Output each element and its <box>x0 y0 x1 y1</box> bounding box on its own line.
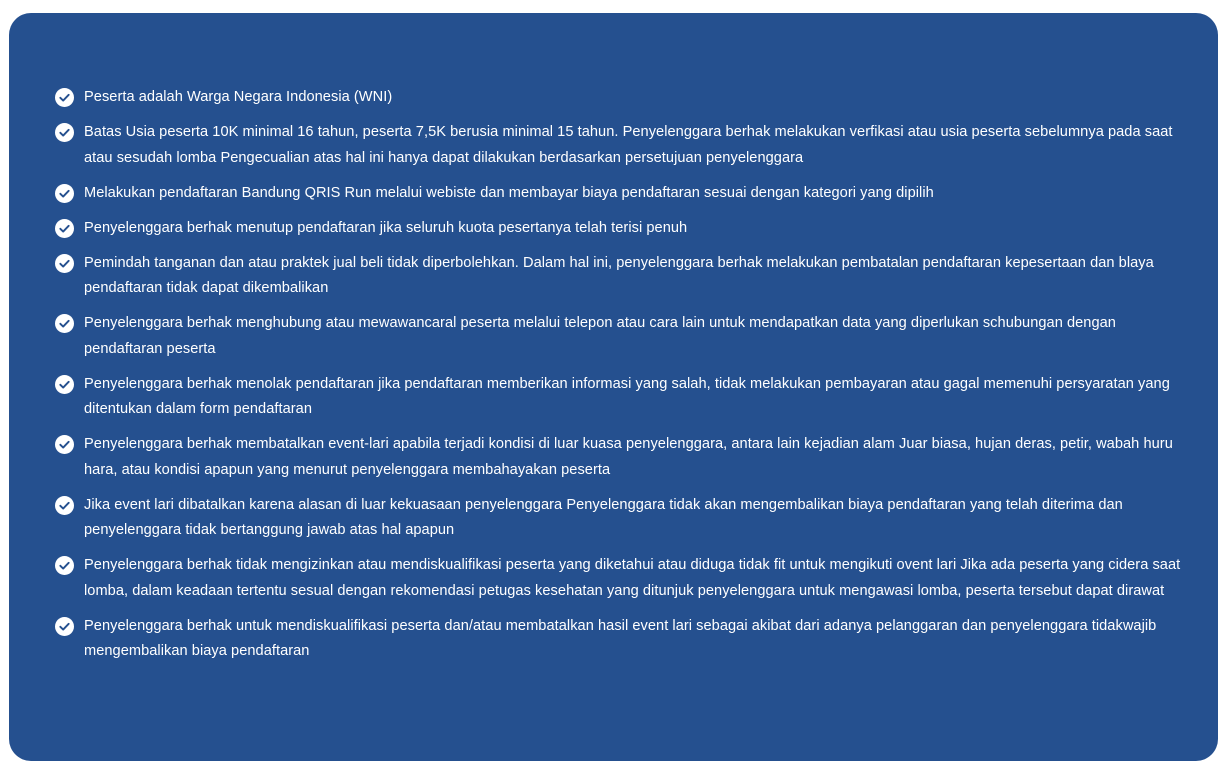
check-circle-icon <box>55 184 74 203</box>
check-circle-icon <box>55 314 74 333</box>
check-circle-icon <box>55 254 74 273</box>
rule-item <box>55 372 1188 423</box>
check-circle-icon <box>55 88 74 107</box>
check-circle-icon <box>55 375 74 394</box>
rules-card <box>9 13 1218 761</box>
rule-text: Melakukan pendaftaran Bandung QRIS Run melalui webiste dan membayar biaya pendaftaran sesuai dengan kategori yang dipilih <box>84 184 934 201</box>
check-circle-icon <box>55 556 74 575</box>
rule-item <box>55 553 1188 604</box>
check-circle-icon <box>55 435 74 454</box>
rule-text: Pemindah tanganan dan atau praktek jual beli tidak diperbolehkan. Dalam hal ini, penyelenggara berhak melakukan pembatalan pendaftaran kepesertaan dan blaya pendaftaran tidak dapat dikembalikan <box>84 254 1154 296</box>
rule-item <box>55 493 1188 544</box>
rule-text: Penyelenggara berhak menolak pendaftaran jika pendaftaran memberikan informasi yang salah, tidak melakukan pembayaran atau gagal memenuhi persyaratan yang ditentukan dalam form pendaftaran <box>84 375 1170 417</box>
rule-item <box>55 181 1188 207</box>
rule-item <box>55 251 1188 302</box>
rule-item <box>55 120 1188 171</box>
rule-text: Penyelenggara berhak menghubung atau mewawancaral peserta melalui telepon atau cara lain untuk mendapatkan data yang diperlukan schubungan dengan pendaftaran peserta <box>84 315 1116 357</box>
rule-text: Peserta adalah Warga Negara Indonesia (WNI) <box>84 89 393 105</box>
rule-text: Batas Usia peserta 10K minimal 16 tahun, peserta 7,5K berusia minimal 15 tahun. Penyelenggara berhak melakukan verfikasi atau usia peserta sebelumnya pada saat atau sesudah lomba Pengecualian atas hal ini hanya dapat dilakukan berdasarkan persetujuan penyelenggara <box>84 124 1173 166</box>
rule-text: Penyelenggara berhak menutup pendaftaran jika seluruh kuota pesertanya telah terisi penuh <box>84 219 688 236</box>
check-circle-icon <box>55 617 74 636</box>
check-circle-icon <box>55 123 74 142</box>
rule-item <box>55 85 1188 111</box>
rule-item <box>55 432 1188 483</box>
rule-text: Jika event lari dibatalkan karena alasan di luar kekuasaan penyelenggara Penyelenggara tidak akan mengembalikan biaya pendaftaran yang telah diterima dan penyelenggara tidak bertanggung jawab atas hal apapun <box>84 496 1123 538</box>
check-circle-icon <box>55 219 74 238</box>
rule-text: Penyelenggara berhak tidak mengizinkan atau mendiskualifikasi peserta yang diketahui atau diduga tidak fit untuk mengikuti ovent lari Jika ada peserta yang cidera saat lomba, dalam keadaan tertentu sesual dengan rekomendasi petugas kesehatan yang ditunjuk penyelenggara untuk mengawasi lomba, peserta tersebut dapat dirawat <box>84 557 1181 599</box>
check-circle-icon <box>55 496 74 515</box>
rule-item <box>55 216 1188 242</box>
rule-item <box>55 614 1188 665</box>
rule-text: Penyelenggara berhak membatalkan event-lari apabila terjadi kondisi di luar kuasa penyelenggara, antara lain kejadian alam Juar biasa, hujan deras, petir, wabah huru hara, atau kondisi apapun yang menurut penyelenggara membahayakan peserta <box>84 436 1173 478</box>
rule-item <box>55 311 1188 362</box>
rule-text: Penyelenggara berhak untuk mendiskualifikasi peserta dan/atau membatalkan hasil event lari sebagai akibat dari adanya pelanggaran dan penyelenggara tidakwajib mengembalikan biaya pendaftaran <box>84 617 1157 659</box>
rules-list <box>55 85 1188 665</box>
